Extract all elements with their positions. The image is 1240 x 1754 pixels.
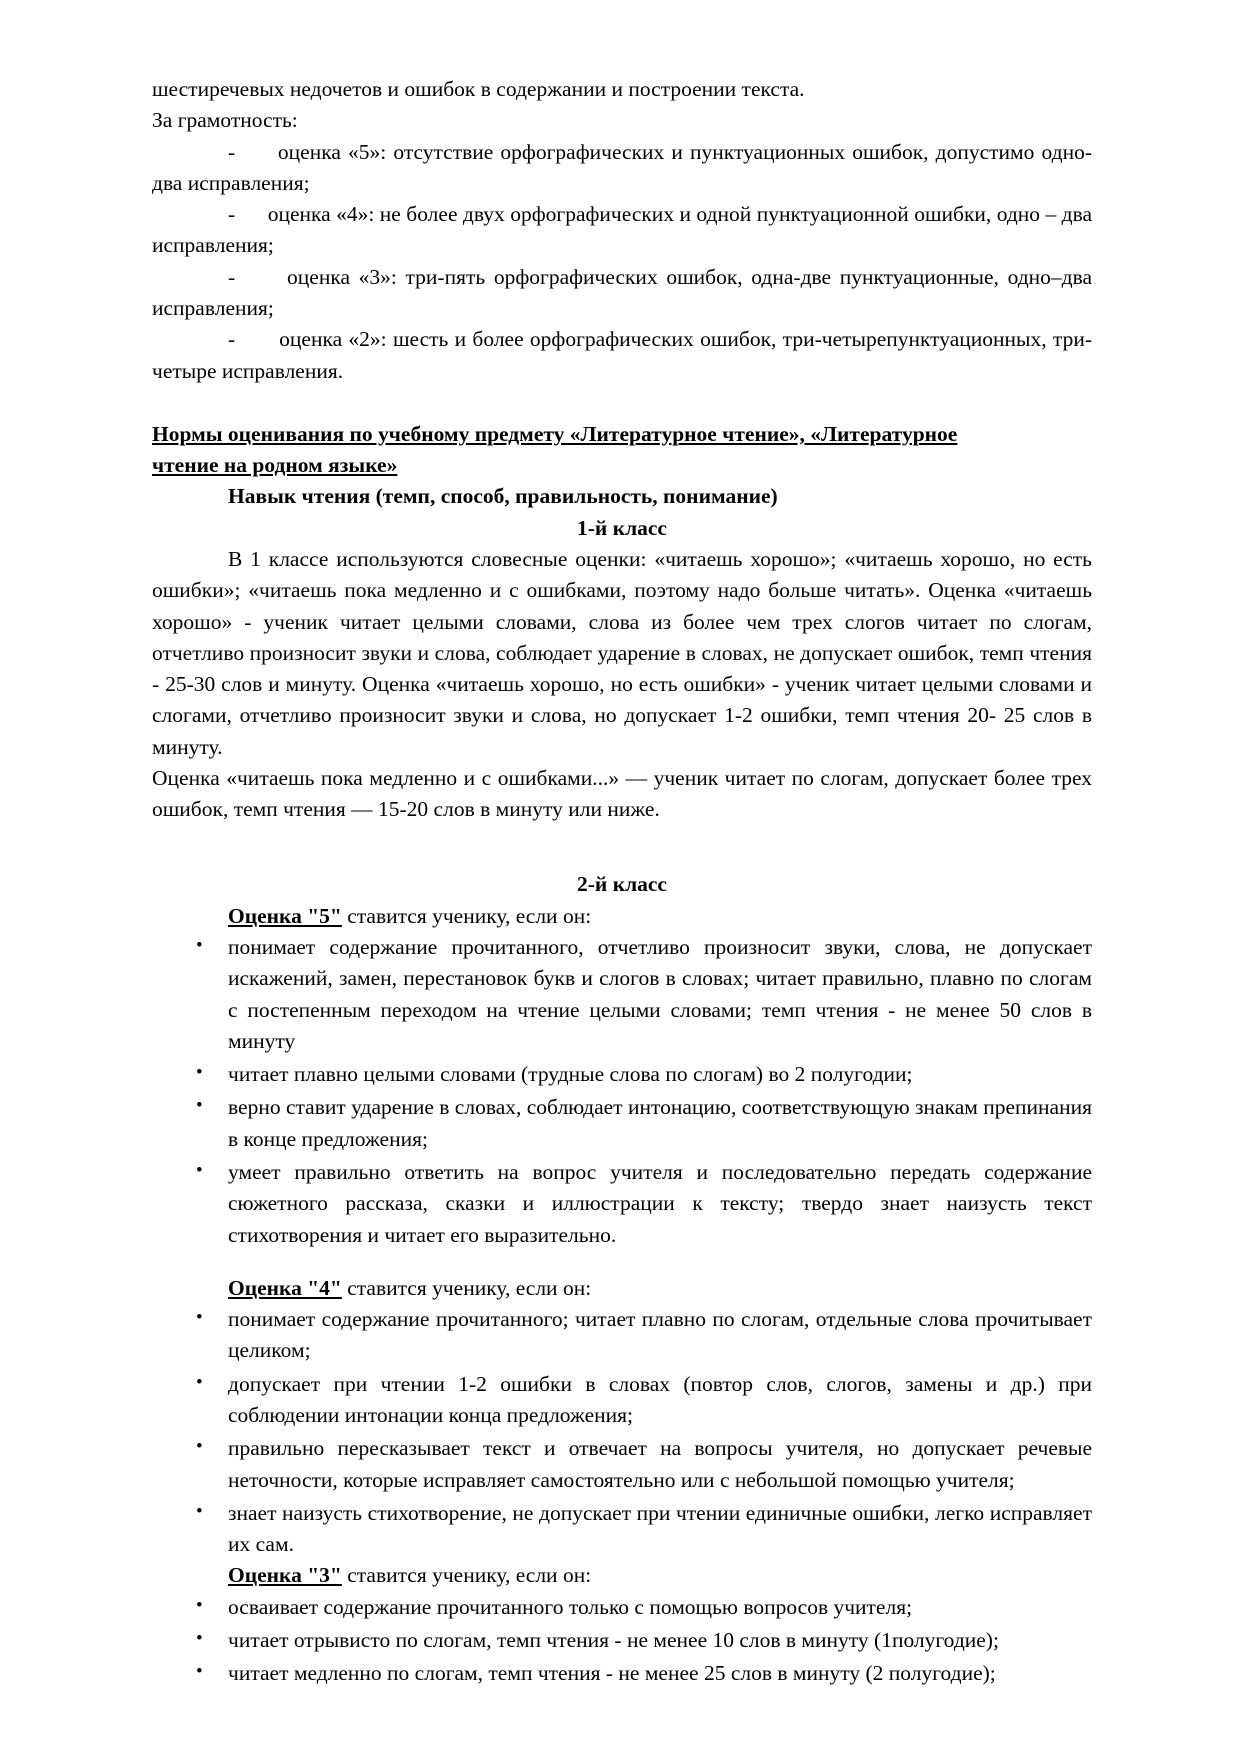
skill-heading: Навык чтения (темп, способ, правильность, понимание) bbox=[228, 484, 778, 509]
spacer bbox=[152, 825, 1092, 869]
intro-grade-2: - оценка «2»: шесть и более орфографических ошибок, три-четырепунктуационных, три-четыре исправления. bbox=[152, 327, 1092, 383]
spacer bbox=[152, 387, 1092, 419]
grade5-lead bbox=[152, 901, 1092, 932]
list-item: • читает плавно целыми словами (трудные слова по слогам) во 2 полугодии; bbox=[152, 1059, 1092, 1090]
list-item: • понимает содержание прочитанного, отчетливо произносит звуки, слова, не допускает искажений, замен, перестановок букв и слогов в словах; читает правильно, плавно по слогам с постепенным переходом на чтение целыми словами; темп чтения - не менее 50 слов в минуту bbox=[152, 932, 1092, 1057]
intro-grade-3: - оценка «3»: три-пять орфографических ошибок, одна-две пунктуационные, одно–два исправления; bbox=[152, 264, 1092, 320]
class1-paragraph-1: В 1 классе используются словесные оценки: «читаешь хорошо»; «читаешь хорошо, но есть ошибки»; «читаешь пока медленно и с ошибками, поэтому надо больше читать». Оценка «читаешь хорошо» - ученик читает целыми словами, слова из более чем трех слогов читает по слогам, отчетливо произносит звуки и слова, соблюдает ударение в словах, не допускает ошибок, темп чтения - 25-30 слов и минуту. Оценка «читаешь хорошо, но есть ошибки» - ученик читает целыми словами и слогами, отчетливо произносит звуки и слова, но допускает 1-2 ошибки, темп чтения 20- 25 слов в минуту. bbox=[152, 546, 1092, 759]
grade3-lead-text: ставится ученику, если он: bbox=[341, 1563, 592, 1588]
grade4-lead-text: ставится ученику, если он: bbox=[341, 1275, 592, 1300]
grade5-criteria-list bbox=[152, 932, 1092, 1251]
grade5-label: Оценка "5" bbox=[228, 903, 342, 928]
grade3-criteria-list bbox=[152, 1592, 1092, 1690]
class1-title: 1-й класс bbox=[577, 515, 667, 540]
list-item: • понимает содержание прочитанного; читает плавно по слогам, отдельные слова прочитывает целиком; bbox=[152, 1304, 1092, 1367]
list-item: • читает медленно по слогам, темп чтения - не менее 25 слов в минуту (2 полугодие); bbox=[152, 1658, 1092, 1689]
intro-line-1: шестиречевых недочетов и ошибок в содержании и построении текста. bbox=[152, 77, 805, 101]
spacer bbox=[152, 1251, 1092, 1273]
grade3-lead bbox=[152, 1560, 1092, 1591]
list-item: • допускает при чтении 1-2 ошибки в словах (повтор слов, слогов, замены и др.) при соблюдении интонации конца предложения; bbox=[152, 1369, 1092, 1432]
page-content bbox=[152, 74, 1092, 1690]
section-heading-line-1: Нормы оценивания по учебному предмету «Литературное чтение», «Литературное bbox=[152, 421, 958, 446]
grade4-lead bbox=[152, 1273, 1092, 1304]
intro-grade-4: - оценка «4»: не более двух орфографических и одной пунктуационной ошибки, одно – два исправления; bbox=[152, 202, 1092, 258]
grade3-label: Оценка "3" bbox=[228, 1563, 342, 1588]
intro-grade-5: - оценка «5»: отсутствие орфографических и пунктуационных ошибок, допустимо одно-два исправления; bbox=[152, 139, 1092, 195]
grade4-criteria-list bbox=[152, 1304, 1092, 1560]
grade5-lead-text: ставится ученику, если он: bbox=[341, 903, 592, 928]
list-item: • умеет правильно ответить на вопрос учителя и последовательно передать содержание сюжетного рассказа, сказки и иллюстрации к тексту; твердо знает наизусть текст стихотворения и читает его выразительно. bbox=[152, 1157, 1092, 1251]
list-item: • читает отрывисто по слогам, темп чтения - не менее 10 слов в минуту (1полугодие); bbox=[152, 1625, 1092, 1656]
list-item: • верно ставит ударение в словах, соблюдает интонацию, соответствующую знакам препинания в конце предложения; bbox=[152, 1092, 1092, 1155]
intro-line-2: За грамотность: bbox=[152, 108, 298, 133]
list-item: • осваивает содержание прочитанного только с помощью вопросов учителя; bbox=[152, 1592, 1092, 1623]
list-item: • правильно пересказывает текст и отвечает на вопросы учителя, но допускает речевые неточности, которые исправляет самостоятельно или с небольшой помощью учителя; bbox=[152, 1433, 1092, 1496]
section-heading bbox=[152, 419, 1092, 482]
section-heading-line-2: чтение на родном языке» bbox=[152, 453, 398, 478]
grade4-label: Оценка "4" bbox=[228, 1275, 342, 1300]
class1-paragraph-2: Оценка «читаешь пока медленно и с ошибками...» — ученик читает по слогам, допускает более трех ошибок, темп чтения — 15-20 слов в минуту или ниже. bbox=[152, 765, 1092, 822]
list-item: • знает наизусть стихотворение, не допускает при чтении единичные ошибки, легко исправляет их сам. bbox=[152, 1498, 1092, 1561]
class2-title: 2-й класс bbox=[577, 872, 667, 897]
